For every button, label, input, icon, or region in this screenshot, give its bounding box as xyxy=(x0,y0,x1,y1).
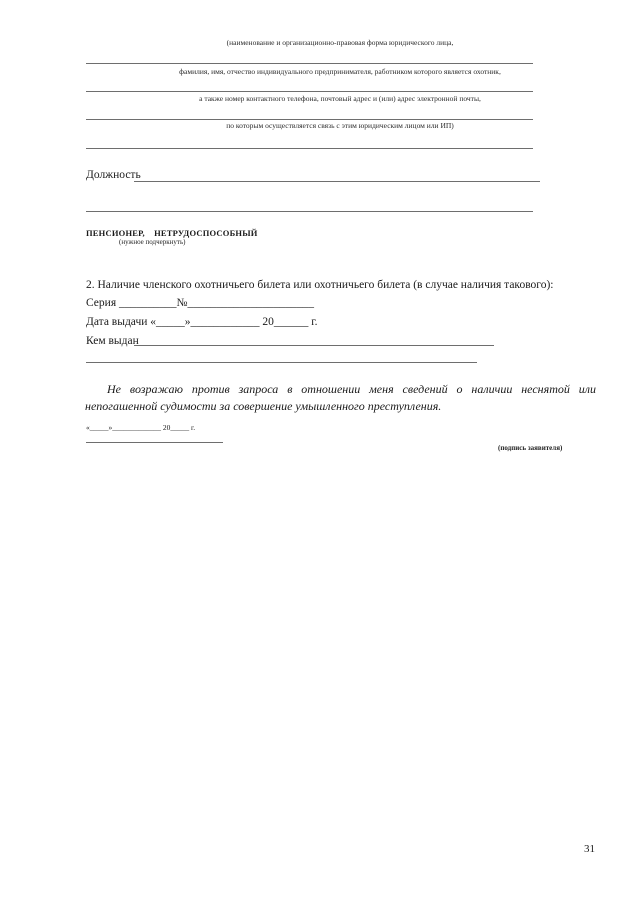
issued-by-field[interactable] xyxy=(134,345,494,346)
org-line-4[interactable] xyxy=(86,148,533,149)
org-caption-1: (наименование и организационно-правовая форма юридического лица, xyxy=(226,38,454,47)
signature-date-line[interactable]: «_____»_____________ 20_____ г. xyxy=(86,423,196,432)
series-number-line[interactable]: Серия __________№______________________ xyxy=(86,297,314,309)
position-field[interactable] xyxy=(134,181,540,182)
org-line-3[interactable] xyxy=(86,119,533,120)
page-number: 31 xyxy=(584,843,595,855)
org-line-1[interactable] xyxy=(86,63,533,64)
section2-title: 2. Наличие членского охотничьего билета или охотничьего билета (в случае наличия такового): xyxy=(86,279,554,291)
position-label: Должность xyxy=(86,169,141,181)
org-caption-2: фамилия, имя, отчество индивидуального предпринимателя, работником которого является охотник, xyxy=(179,67,501,76)
issue-date-line[interactable]: Дата выдачи «_____»____________ 20______ г. xyxy=(86,316,318,328)
org-line-2[interactable] xyxy=(86,91,533,92)
issued-by-extra-line[interactable] xyxy=(86,362,477,363)
issued-by-label: Кем выдан xyxy=(86,335,139,347)
signature-caption: (подпись заявителя) xyxy=(498,444,563,452)
consent-paragraph xyxy=(85,381,596,415)
status-hint: (нужное подчеркнуть) xyxy=(119,238,186,246)
consent-text: Не возражаю против запроса в отношении меня сведений о наличии неснятой или непогашенной судимости за совершение умышленного преступления. xyxy=(85,382,596,413)
status-text: ПЕНСИОНЕР, НЕТРУДОСПОСОБНЫЙ xyxy=(86,228,258,238)
signature-field[interactable] xyxy=(86,442,223,443)
org-caption-3: а также номер контактного телефона, почтовый адрес и (или) адрес электронной почты, xyxy=(199,94,481,103)
position-extra-line[interactable] xyxy=(86,211,533,212)
org-caption-4: по которым осуществляется связь с этим юридическим лицом или ИП) xyxy=(226,121,454,130)
